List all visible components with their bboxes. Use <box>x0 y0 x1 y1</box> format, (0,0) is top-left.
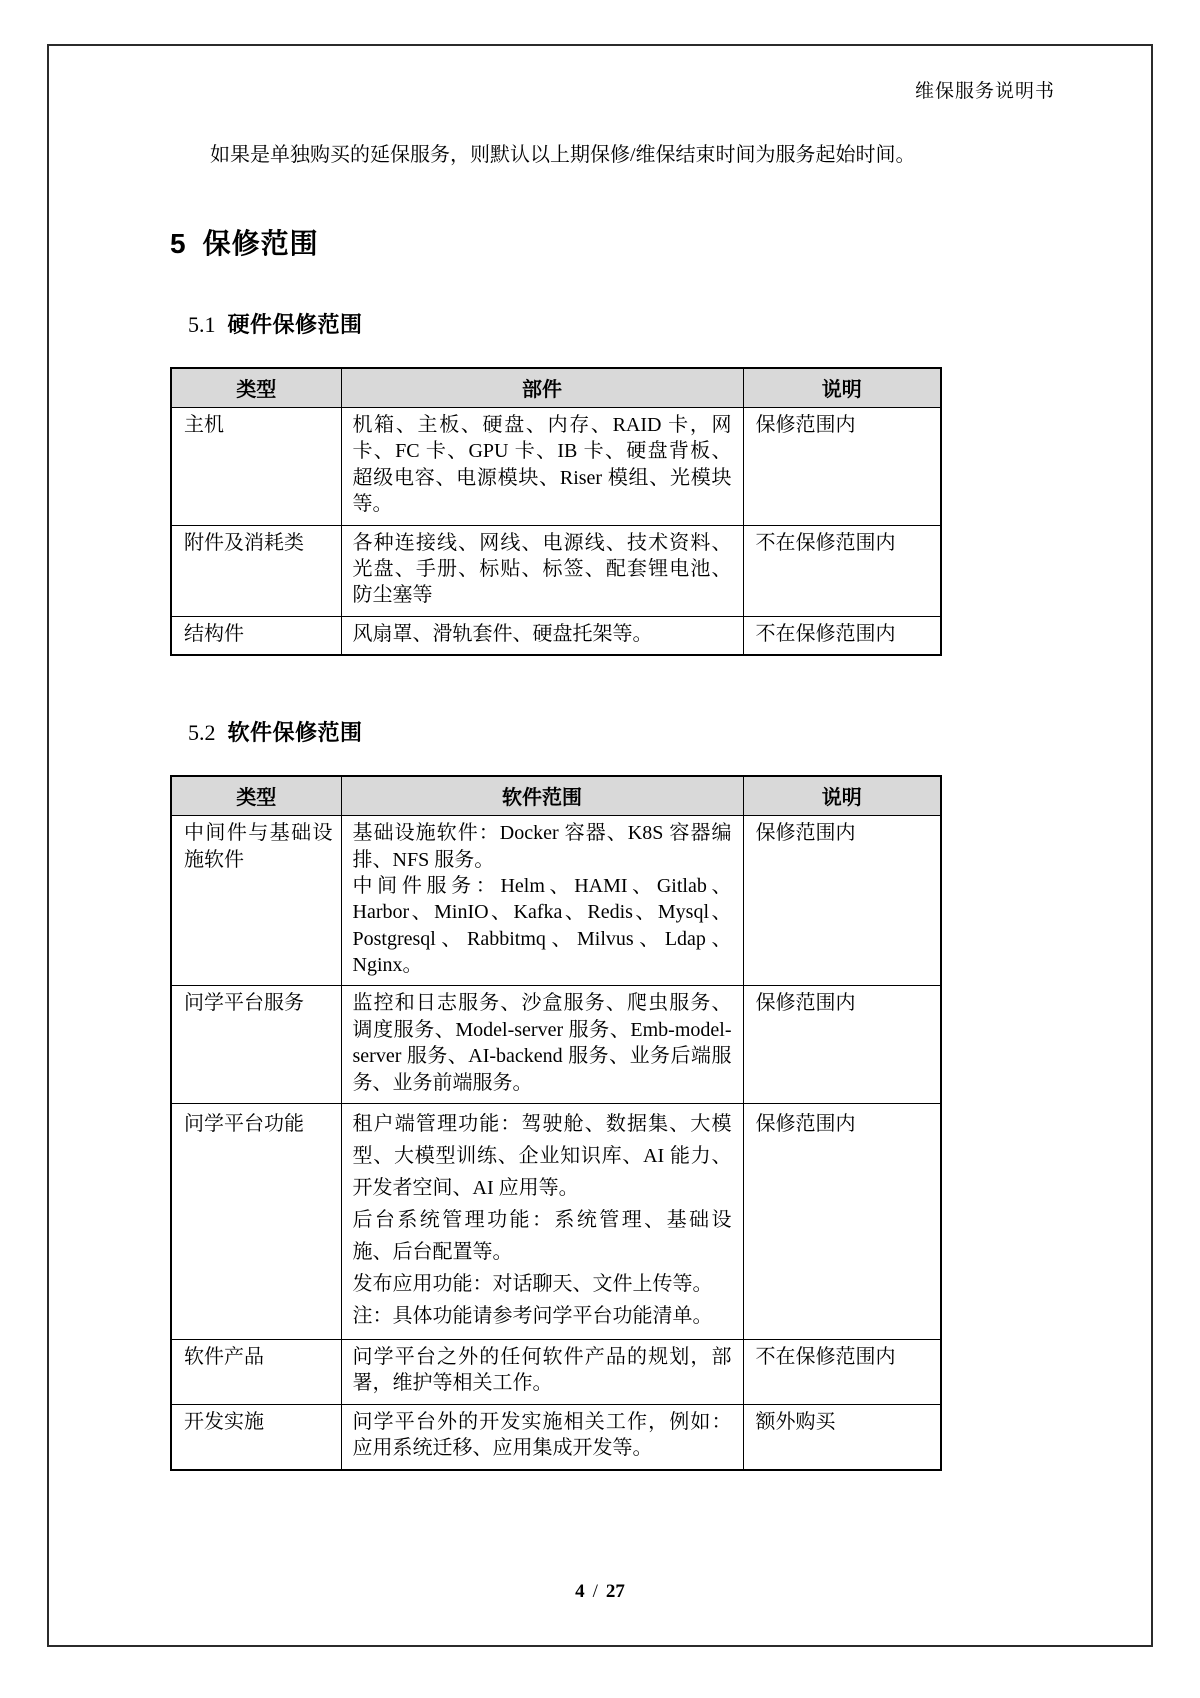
type-cell: 中间件与基础设施软件 <box>171 816 341 986</box>
cell-paragraph: 问学平台之外的任何软件产品的规划，部署，维护等相关工作。 <box>352 1346 732 1395</box>
scope-cell <box>341 816 743 986</box>
document-header-title: 维保服务说明书 <box>914 81 1055 102</box>
subsection-number: 5.1 <box>188 312 216 337</box>
column-header: 部件 <box>341 368 743 408</box>
type-cell: 软件产品 <box>171 1340 341 1405</box>
table-row <box>171 1404 941 1469</box>
section-5-1-heading <box>188 308 1151 339</box>
note-cell: 不在保修范围内 <box>743 616 941 655</box>
note-cell: 保修范围内 <box>743 1104 941 1340</box>
note-cell: 保修范围内 <box>743 816 941 986</box>
column-header: 类型 <box>171 368 341 408</box>
column-header: 说明 <box>743 368 941 408</box>
cell-paragraph: 后台系统管理功能：系统管理、基础设施、后台配置等。 <box>352 1209 732 1264</box>
cell-paragraph: 各种连接线、网线、电源线、技术资料、光盘、手册、标贴、标签、配套锂电池、防尘塞等 <box>352 531 732 607</box>
cell-paragraph: 问学平台外的开发实施相关工作，例如：应用系统迁移、应用集成开发等。 <box>352 1410 732 1460</box>
scope-cell <box>341 408 743 526</box>
type-cell: 附件及消耗类 <box>171 525 341 616</box>
subsection-title: 软件保修范围 <box>227 720 363 746</box>
type-cell: 结构件 <box>171 616 341 655</box>
page-border <box>47 44 1153 1647</box>
cell-paragraph: 机箱、主板、硬盘、内存、RAID 卡，网卡、FC 卡、GPU 卡、IB 卡、硬盘背板、超级电容、电源模块、Riser 模组、光模块等。 <box>352 414 732 516</box>
table-row <box>171 1340 941 1405</box>
table-header-row <box>171 776 941 816</box>
cell-paragraph: 注：具体功能请参考问学平台功能清单。 <box>352 1305 713 1328</box>
page-footer <box>49 1581 1151 1603</box>
column-header: 类型 <box>171 776 341 816</box>
current-page-number: 4 <box>575 1581 585 1602</box>
cell-paragraph: 风扇罩、滑轨套件、硬盘托架等。 <box>352 622 653 645</box>
cell-paragraph: 租户端管理功能：驾驶舱、数据集、大模型、大模型训练、企业知识库、AI 能力、开发者空间、AI 应用等。 <box>352 1113 732 1200</box>
column-header: 说明 <box>743 776 941 816</box>
cell-paragraph: 监控和日志服务、沙盒服务、爬虫服务、调度服务、Model-server 服务、Emb-model-server 服务、AI-backend 服务、业务后端服务、业务前端服务。 <box>352 992 732 1094</box>
type-cell: 主机 <box>171 408 341 526</box>
subsection-title: 硬件保修范围 <box>227 312 363 337</box>
scope-cell <box>341 1340 743 1405</box>
page-separator: / <box>592 1581 598 1602</box>
section-title: 保修范围 <box>202 228 319 259</box>
scope-cell <box>341 616 743 655</box>
scope-cell <box>341 525 743 616</box>
table-row <box>171 1104 941 1340</box>
table-row <box>171 525 941 616</box>
table-row <box>171 986 941 1104</box>
cell-paragraph: 发布应用功能：对话聊天、文件上传等。 <box>352 1273 713 1296</box>
column-header: 软件范围 <box>341 776 743 816</box>
table-row <box>171 816 941 986</box>
note-cell: 保修范围内 <box>743 986 941 1104</box>
note-cell: 保修范围内 <box>743 408 941 526</box>
type-cell: 问学平台功能 <box>171 1104 341 1340</box>
section-5-heading <box>170 222 1151 262</box>
total-page-count: 27 <box>605 1581 625 1602</box>
note-cell: 不在保修范围内 <box>743 1340 941 1405</box>
cell-paragraph: 中间件服务：Helm、HAMI、Gitlab、Harbor、MinIO、Kafka、Redis、Mysql、Postgresql、Rabbitmq、Milvus、Ldap、Nginx。 <box>352 874 732 977</box>
section-number: 5 <box>170 228 187 259</box>
hardware-warranty-table <box>170 367 942 656</box>
note-cell: 额外购买 <box>743 1404 941 1469</box>
type-cell: 开发实施 <box>171 1404 341 1469</box>
table-header-row <box>171 368 941 408</box>
software-warranty-table <box>170 775 942 1470</box>
scope-cell <box>341 1404 743 1469</box>
scope-cell <box>341 1104 743 1340</box>
table-row <box>171 616 941 655</box>
subsection-number: 5.2 <box>188 720 216 746</box>
intro-paragraph: 如果是单独购买的延保服务，则默认以上期保修/维保结束时间为服务起始时间。 <box>210 144 916 166</box>
note-cell: 不在保修范围内 <box>743 525 941 616</box>
type-cell: 问学平台服务 <box>171 986 341 1104</box>
cell-paragraph: 基础设施软件：Docker 容器、K8S 容器编排、NFS 服务。 <box>352 822 732 871</box>
table-row <box>171 408 941 526</box>
scope-cell <box>341 986 743 1104</box>
section-5-2-heading <box>188 716 1151 747</box>
